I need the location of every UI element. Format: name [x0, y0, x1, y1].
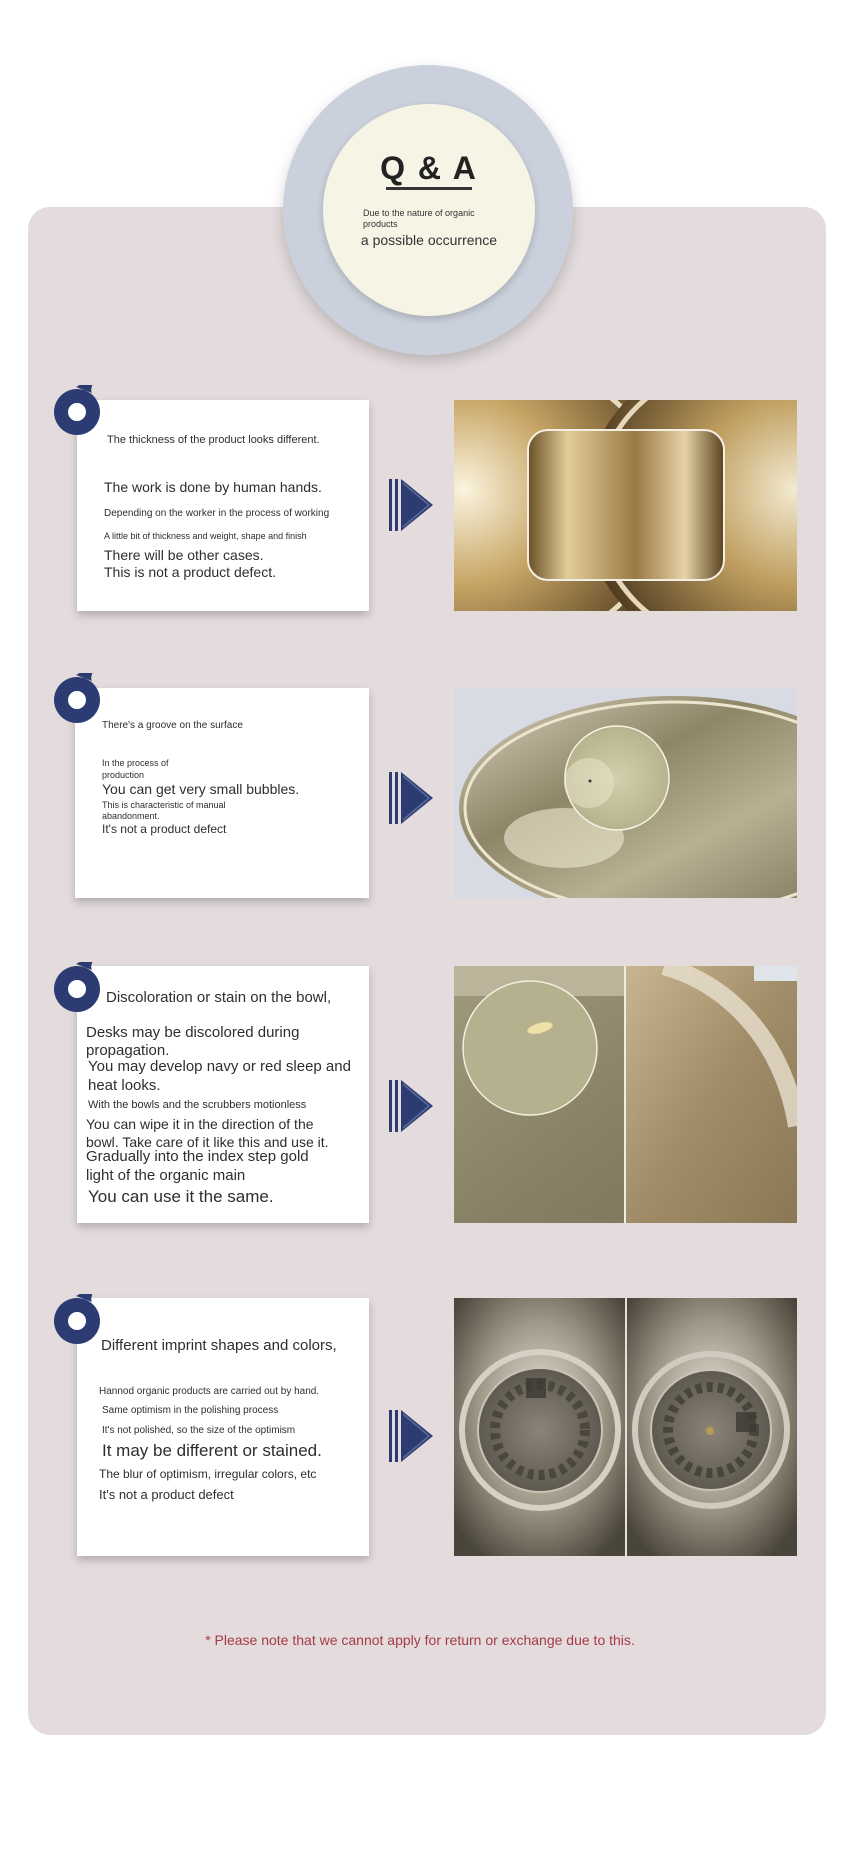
- qa-line: It's not polished, so the size of the optimism: [102, 1425, 296, 1436]
- page-title: Q & A: [380, 150, 478, 186]
- product-photo-stain: [454, 966, 797, 1223]
- qa-line: abandonment.: [102, 811, 160, 821]
- qa-line: With the bowls and the scrubbers motionless: [88, 1099, 307, 1111]
- question-badge-icon: [52, 962, 102, 1012]
- header-subtitle-small: Due to the nature of organic products: [363, 208, 475, 229]
- qa-line: light of the organic main: [86, 1167, 246, 1184]
- qa-heading: The thickness of the product looks different.: [107, 434, 320, 446]
- qa-line: There will be other cases.: [104, 547, 264, 563]
- qa-line: It's not a product defect: [102, 822, 227, 836]
- qa-line: You can wipe it in the direction of the: [86, 1116, 314, 1132]
- qa-line: In the process of: [102, 758, 169, 768]
- qa-line: propagation.: [86, 1042, 170, 1059]
- qa-line: bowl. Take care of it like this and use it.: [86, 1134, 329, 1150]
- qa-line: It's not a product defect: [99, 1487, 234, 1502]
- product-photo-surface: [454, 688, 797, 898]
- qa-heading: There's a groove on the surface: [102, 720, 243, 731]
- qa-line: This is not a product defect.: [104, 564, 276, 580]
- arrow-right-icon: [387, 477, 435, 533]
- qa-line: You can use it the same.: [88, 1187, 274, 1206]
- qa-line: You can get very small bubbles.: [102, 781, 300, 797]
- qa-line: The work is done by human hands.: [104, 479, 322, 495]
- qa-line: heat looks.: [88, 1077, 161, 1094]
- qa-line: Hannod organic products are carried out by hand.: [99, 1386, 320, 1397]
- qa-line: This is characteristic of manual: [102, 800, 226, 810]
- title-underline: [386, 187, 472, 190]
- qa-heading: Discoloration or stain on the bowl,: [106, 989, 332, 1006]
- arrow-right-icon: [387, 770, 435, 826]
- qa-line: production: [102, 770, 145, 780]
- return-policy-note: * Please note that we cannot apply for return or exchange due to this.: [205, 1632, 635, 1648]
- qa-line: A little bit of thickness and weight, shape and finish: [104, 531, 307, 541]
- question-badge-icon: [52, 385, 102, 435]
- header-subtitle: a possible occurrence: [360, 232, 498, 248]
- arrow-right-icon: [387, 1078, 435, 1134]
- product-photo-bowls: [454, 400, 797, 611]
- qa-line: Depending on the worker in the process of working: [104, 508, 330, 519]
- qa-heading: Different imprint shapes and colors,: [101, 1337, 337, 1354]
- qa-line: It may be different or stained.: [102, 1441, 322, 1460]
- qa-line: Desks may be discolored during: [86, 1024, 300, 1041]
- question-badge-icon: [52, 673, 102, 723]
- qa-line: Same optimism in the polishing process: [102, 1405, 279, 1416]
- qa-line: You may develop navy or red sleep and: [88, 1058, 351, 1075]
- question-badge-icon: [52, 1294, 102, 1344]
- arrow-right-icon: [387, 1408, 435, 1464]
- qa-line: Gradually into the index step gold: [86, 1148, 309, 1165]
- product-photo-imprint: [454, 1298, 797, 1556]
- qa-line: The blur of optimism, irregular colors, etc: [99, 1467, 317, 1481]
